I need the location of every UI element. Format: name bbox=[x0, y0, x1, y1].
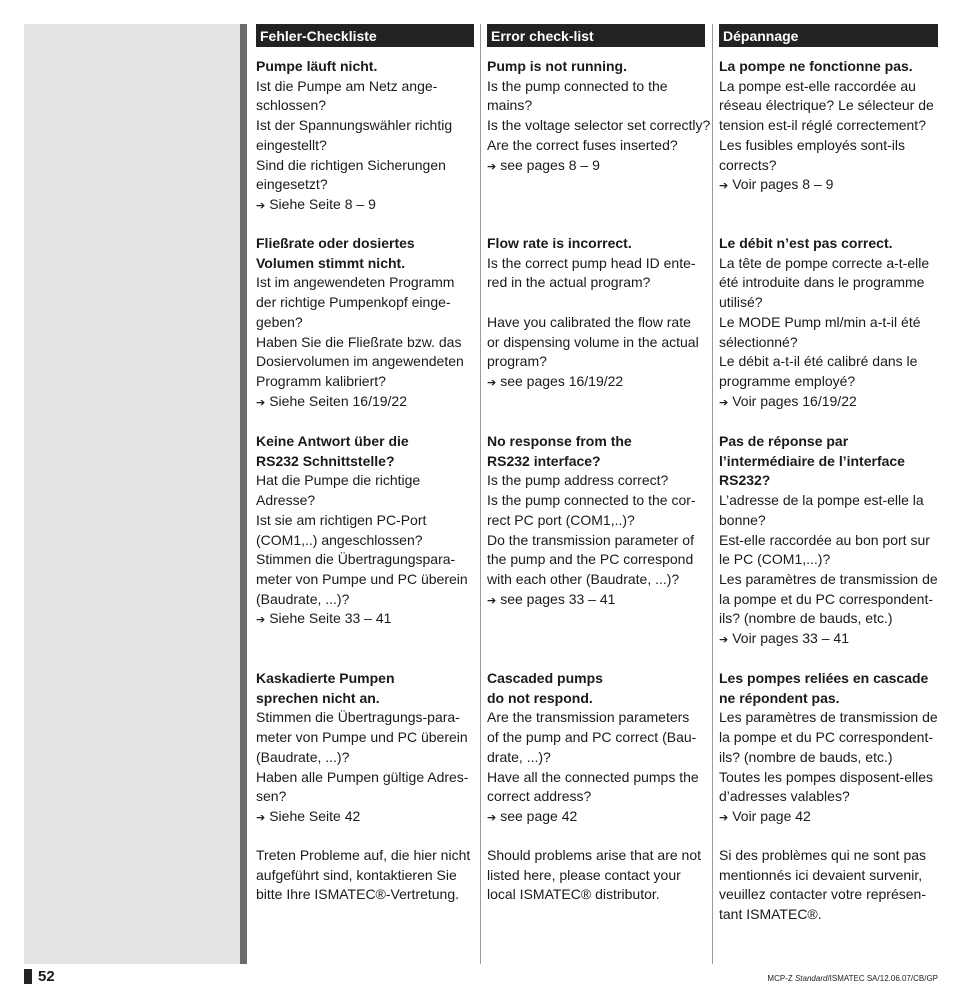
left-margin-edge-bar bbox=[240, 24, 247, 964]
section-text-line: Is the pump connected to the cor- bbox=[487, 492, 696, 509]
section-text-line: corrects? bbox=[719, 156, 777, 173]
section-text-line: Adresse? bbox=[256, 492, 316, 509]
column-header: Fehler-Checkliste bbox=[256, 24, 474, 47]
checklist-section bbox=[256, 234, 474, 413]
column-header: Dépannage bbox=[719, 24, 938, 47]
checklist-section bbox=[256, 669, 474, 829]
arrow-right-icon: ➔ bbox=[256, 199, 266, 212]
section-heading: La pompe ne fonctionne pas. bbox=[719, 58, 913, 74]
section-text-line: Est-elle raccordée au bon port sur bbox=[719, 531, 930, 548]
section-text-line: eingestellt? bbox=[256, 136, 327, 153]
page-reference bbox=[719, 807, 938, 829]
section-text-line: geben? bbox=[256, 313, 303, 330]
section-text-line bbox=[487, 293, 705, 313]
section-text-line: Is the pump connected to the bbox=[487, 77, 668, 94]
section-heading: Kaskadierte Pumpen bbox=[256, 670, 395, 686]
arrow-right-icon: ➔ bbox=[256, 614, 266, 627]
section-heading: l’intermédiaire de l’interface bbox=[719, 452, 905, 469]
section-text-line: Ist die Pumpe am Netz ange- bbox=[256, 77, 438, 94]
section-text-line: Is the pump address correct? bbox=[487, 472, 669, 489]
section-heading: Cascaded pumps bbox=[487, 670, 603, 686]
section-text-line: La pompe est-elle raccordée au bbox=[719, 77, 916, 94]
page-reference bbox=[487, 156, 705, 178]
section-heading: Les pompes reliées en cascade bbox=[719, 670, 929, 686]
section-text-line: utilisé? bbox=[719, 294, 763, 311]
page-reference bbox=[487, 590, 705, 612]
section-text-line: tension est-il réglé correctement? bbox=[719, 117, 926, 134]
arrow-right-icon: ➔ bbox=[487, 160, 497, 173]
section-text-line: veuillez contacter votre représen- bbox=[719, 886, 926, 903]
column-english bbox=[487, 24, 711, 964]
checklist-section bbox=[719, 234, 938, 413]
checklist-section bbox=[256, 846, 474, 905]
page-reference bbox=[719, 629, 938, 651]
section-heading: Pumpe läuft nicht. bbox=[256, 58, 378, 74]
section-text-line: rect PC port (COM1,..)? bbox=[487, 511, 635, 528]
checklist-section bbox=[719, 57, 938, 197]
section-text-line: with each other (Baudrate, ...)? bbox=[487, 570, 680, 587]
section-text-line: Stimmen die Übertragungspara- bbox=[256, 551, 456, 568]
checklist-section bbox=[487, 669, 705, 829]
arrow-right-icon: ➔ bbox=[719, 811, 729, 824]
section-text-line: tant ISMATEC®. bbox=[719, 906, 822, 923]
page-reference-text: Siehe Seite 8 – 9 bbox=[269, 195, 376, 212]
section-text-line: la pompe et du PC correspondent- bbox=[719, 590, 934, 607]
arrow-right-icon: ➔ bbox=[487, 376, 497, 389]
checklist-section bbox=[719, 432, 938, 651]
footer-reference bbox=[767, 974, 938, 983]
checklist-section bbox=[256, 57, 474, 217]
section-text-line: bitte Ihre ISMATEC®-Vertretung. bbox=[256, 886, 460, 903]
page-reference bbox=[256, 195, 474, 217]
section-text-line: ils? (nombre de bauds, etc.) bbox=[719, 748, 893, 765]
section-text-line: local ISMATEC® distributor. bbox=[487, 886, 660, 903]
section-heading: RS232? bbox=[719, 472, 771, 489]
footer-prefix: MCP-Z bbox=[767, 974, 795, 983]
arrow-right-icon: ➔ bbox=[719, 634, 729, 647]
section-text-line: aufgeführt sind, kontaktieren Sie bbox=[256, 866, 457, 883]
checklist-section bbox=[719, 846, 938, 925]
page-reference-text: Voir page 42 bbox=[732, 807, 811, 824]
column-divider bbox=[712, 24, 713, 964]
footer-suffix: /ISMATEC SA/12.06.07/CB/GP bbox=[827, 974, 938, 983]
page-reference bbox=[719, 392, 938, 414]
section-text-line: Si des problèmes qui ne sont pas bbox=[719, 847, 927, 863]
section-heading: RS232 interface? bbox=[487, 452, 601, 469]
section-text-line: Le MODE Pump ml/min a-t-il été bbox=[719, 313, 921, 330]
checklist-section bbox=[487, 846, 705, 905]
page-reference-text: see pages 8 – 9 bbox=[500, 156, 600, 173]
section-text-line: mentionnés ici devaient survenir, bbox=[719, 866, 923, 883]
section-text-line: L’adresse de la pompe est-elle la bbox=[719, 492, 924, 509]
arrow-right-icon: ➔ bbox=[719, 396, 729, 409]
section-text-line: Is the correct pump head ID ente- bbox=[487, 254, 696, 271]
section-heading: Keine Antwort über die bbox=[256, 433, 409, 449]
page-reference-text: Voir pages 8 – 9 bbox=[732, 176, 834, 193]
page-reference bbox=[256, 609, 474, 631]
checklist-section bbox=[487, 234, 705, 394]
section-heading: Le débit n’est pas correct. bbox=[719, 235, 893, 251]
section-heading: Fließrate oder dosiertes bbox=[256, 235, 415, 251]
section-heading: Flow rate is incorrect. bbox=[487, 235, 632, 251]
checklist-section bbox=[256, 432, 474, 631]
section-text-line: Sind die richtigen Sicherungen bbox=[256, 156, 446, 173]
section-text-line: été introduite dans le programme bbox=[719, 274, 925, 291]
section-heading: Volumen stimmt nicht. bbox=[256, 254, 406, 271]
section-text-line: the pump and the PC correspond bbox=[487, 551, 694, 568]
footer-italic: Standard bbox=[794, 974, 828, 983]
section-text-line: Dosiervolumen im angewendeten bbox=[256, 353, 464, 370]
section-text-line: of the pump and PC correct (Bau- bbox=[487, 729, 697, 746]
section-heading: sprechen nicht an. bbox=[256, 689, 380, 706]
section-text-line: der richtige Pumpenkopf einge- bbox=[256, 294, 451, 311]
section-text-line: Les fusibles employés sont-ils bbox=[719, 136, 905, 153]
section-text-line: ils? (nombre de bauds, etc.) bbox=[719, 610, 893, 627]
section-text-line: Le débit a-t-il été calibré dans le bbox=[719, 353, 918, 370]
section-text-line: eingesetzt? bbox=[256, 176, 328, 193]
column-german bbox=[256, 24, 474, 964]
arrow-right-icon: ➔ bbox=[719, 180, 729, 193]
section-text-line: Have all the connected pumps the bbox=[487, 768, 699, 785]
column-divider bbox=[480, 24, 481, 964]
column-french bbox=[719, 24, 938, 964]
section-text-line: Hat die Pumpe die richtige bbox=[256, 472, 421, 489]
section-text-line: listed here, please contact your bbox=[487, 866, 681, 883]
section-text-line: bonne? bbox=[719, 511, 766, 528]
page-marker bbox=[24, 969, 32, 984]
page-reference-text: Siehe Seite 42 bbox=[269, 807, 361, 824]
section-text-line: (COM1,..) angeschlossen? bbox=[256, 531, 423, 548]
section-text-line: Ist sie am richtigen PC-Port bbox=[256, 511, 427, 528]
section-text-line: meter von Pumpe und PC überein bbox=[256, 729, 468, 746]
section-text-line: Ist der Spannungswähler richtig bbox=[256, 117, 453, 134]
checklist-section bbox=[487, 57, 711, 177]
section-text-line: Should problems arise that are not bbox=[487, 847, 702, 863]
section-text-line: (Baudrate, ...)? bbox=[256, 590, 350, 607]
section-text-line: Are the transmission parameters bbox=[487, 709, 690, 726]
section-text-line: sélectionné? bbox=[719, 333, 798, 350]
section-heading: do not respond. bbox=[487, 689, 593, 706]
section-text-line: réseau électrique? Le sélecteur de bbox=[719, 97, 934, 114]
section-text-line: Is the voltage selector set correctly? bbox=[487, 117, 711, 134]
arrow-right-icon: ➔ bbox=[256, 811, 266, 824]
section-text-line: (Baudrate, ...)? bbox=[256, 748, 350, 765]
section-text-line: red in the actual program? bbox=[487, 274, 651, 291]
page-reference bbox=[487, 372, 705, 394]
section-text-line: Les paramètres de transmission de bbox=[719, 709, 938, 726]
section-heading: No response from the bbox=[487, 433, 632, 449]
left-margin-panel bbox=[24, 24, 242, 964]
arrow-right-icon: ➔ bbox=[256, 396, 266, 409]
section-text-line: schlossen? bbox=[256, 97, 327, 114]
section-text-line: Les paramètres de transmission de bbox=[719, 570, 938, 587]
section-text-line: mains? bbox=[487, 97, 533, 114]
section-text-line: Stimmen die Übertragungs-para- bbox=[256, 709, 460, 726]
section-text-line: or dispensing volume in the actual bbox=[487, 333, 699, 350]
section-text-line: program? bbox=[487, 353, 547, 370]
section-text-line: Have you calibrated the flow rate bbox=[487, 313, 691, 330]
checklist-section bbox=[487, 432, 705, 611]
page-reference-text: Voir pages 33 – 41 bbox=[732, 630, 849, 647]
section-text-line: Programm kalibriert? bbox=[256, 372, 386, 389]
page-reference-text: Voir pages 16/19/22 bbox=[732, 392, 857, 409]
checklist-section bbox=[719, 669, 938, 829]
section-text-line: Haben Sie die Fließrate bzw. das bbox=[256, 333, 462, 350]
section-heading: ne répondent pas. bbox=[719, 689, 840, 706]
section-heading: RS232 Schnittstelle? bbox=[256, 452, 395, 469]
page-reference-text: see pages 16/19/22 bbox=[500, 372, 624, 389]
section-text-line: La tête de pompe correcte a-t-elle bbox=[719, 254, 930, 271]
page-reference-text: Siehe Seiten 16/19/22 bbox=[269, 392, 407, 409]
section-text-line: la pompe et du PC correspondent- bbox=[719, 729, 934, 746]
page-reference bbox=[719, 175, 938, 197]
section-text-line: correct address? bbox=[487, 788, 592, 805]
section-text-line: Are the correct fuses inserted? bbox=[487, 136, 678, 153]
section-text-line: Haben alle Pumpen gültige Adres- bbox=[256, 768, 469, 785]
column-header: Error check-list bbox=[487, 24, 705, 47]
section-text-line: sen? bbox=[256, 788, 287, 805]
section-heading: Pump is not running. bbox=[487, 58, 627, 74]
page-reference bbox=[256, 392, 474, 414]
section-text-line: Treten Probleme auf, die hier nicht bbox=[256, 847, 471, 863]
section-text-line: d’adresses valables? bbox=[719, 788, 850, 805]
page-number: 52 bbox=[38, 968, 55, 985]
section-text-line: Toutes les pompes disposent-elles bbox=[719, 768, 934, 785]
section-text-line: programme employé? bbox=[719, 372, 856, 389]
page-reference-text: see page 42 bbox=[500, 807, 578, 824]
section-heading: Pas de réponse par bbox=[719, 433, 849, 449]
arrow-right-icon: ➔ bbox=[487, 811, 497, 824]
arrow-right-icon: ➔ bbox=[487, 594, 497, 607]
section-text-line: meter von Pumpe und PC überein bbox=[256, 570, 468, 587]
page-reference bbox=[256, 807, 474, 829]
section-text-line: Do the transmission parameter of bbox=[487, 531, 694, 548]
section-text-line: le PC (COM1,...)? bbox=[719, 551, 831, 568]
page-reference bbox=[487, 807, 705, 829]
page-reference-text: Siehe Seite 33 – 41 bbox=[269, 610, 392, 627]
section-text-line: drate, ...)? bbox=[487, 748, 551, 765]
page-reference-text: see pages 33 – 41 bbox=[500, 590, 616, 607]
section-text-line: Ist im angewendeten Programm bbox=[256, 274, 455, 291]
